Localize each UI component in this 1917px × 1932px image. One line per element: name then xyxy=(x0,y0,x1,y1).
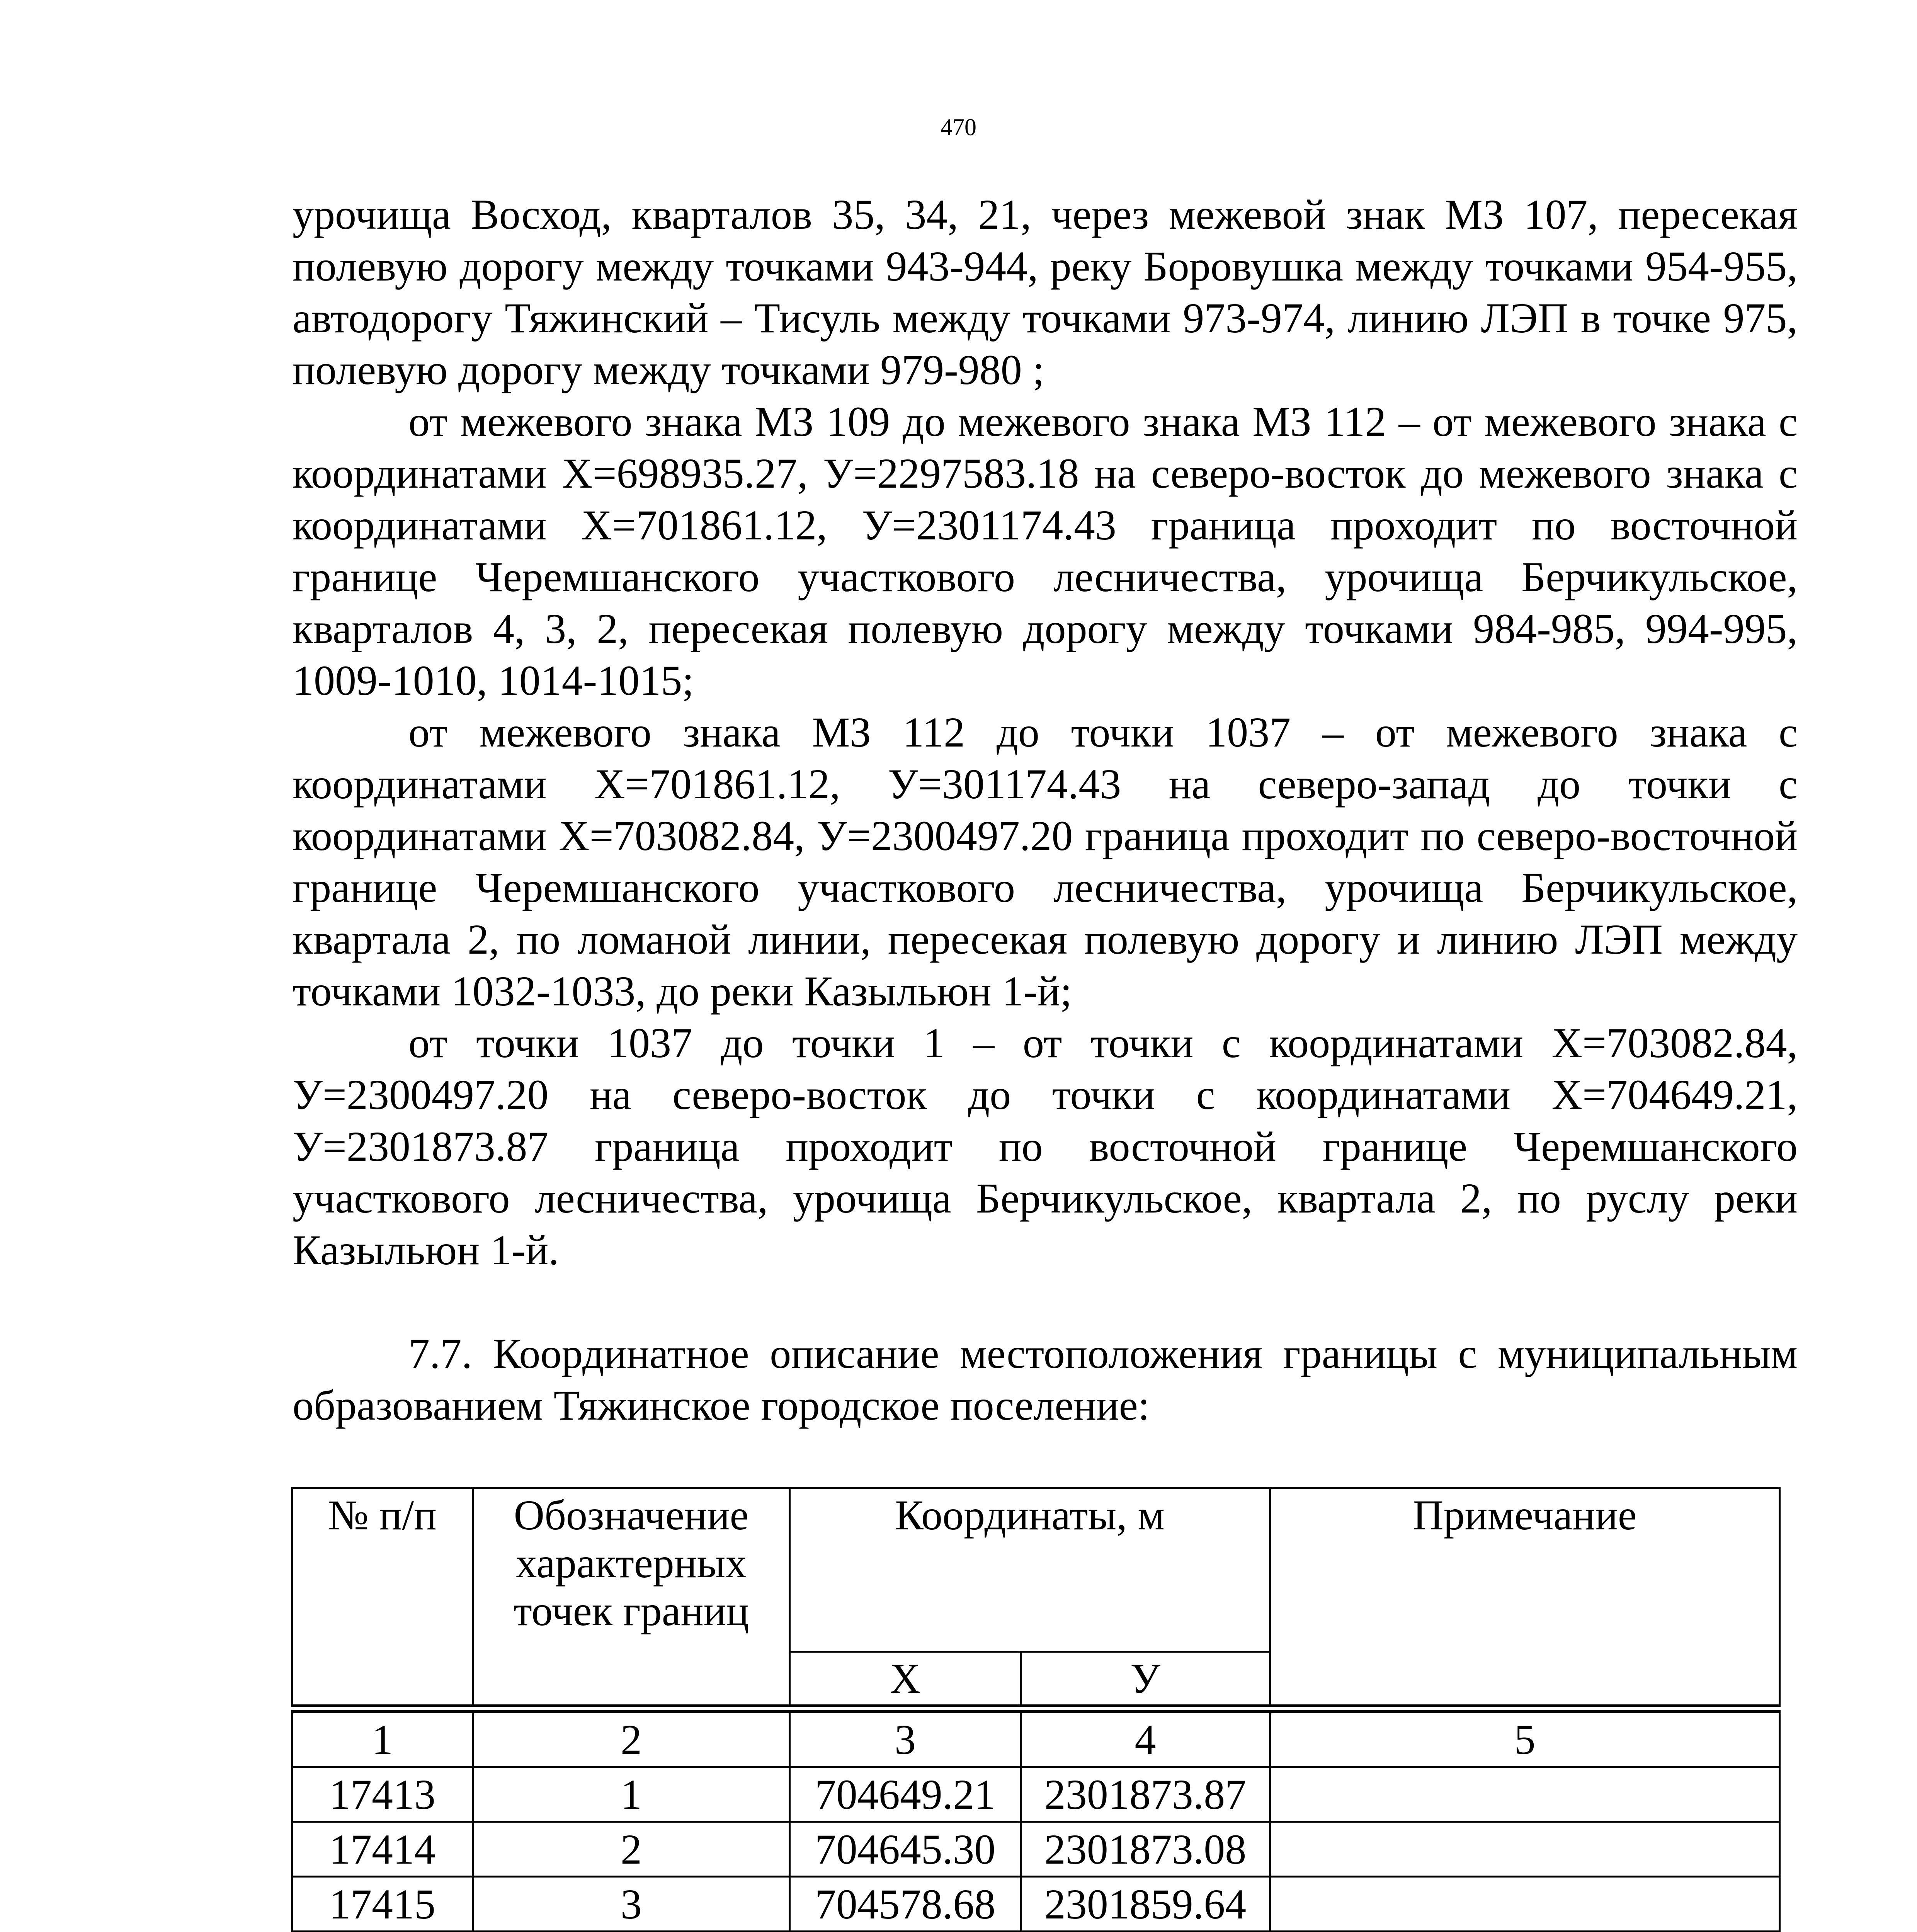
cell-num: 17415 xyxy=(292,1877,473,1932)
cell-num: 17414 xyxy=(292,1822,473,1877)
header-y: У xyxy=(1021,1652,1270,1709)
cell-point: 3 xyxy=(473,1877,790,1932)
cell-y: 2301859.64 xyxy=(1021,1877,1270,1932)
column-number: 1 xyxy=(292,1709,473,1767)
cell-y: 2301873.87 xyxy=(1021,1767,1270,1822)
header-note: Примечание xyxy=(1270,1488,1780,1709)
header-coordinates: Координаты, м xyxy=(790,1488,1270,1652)
cell-x: 704578.68 xyxy=(790,1877,1021,1932)
header-x: Х xyxy=(790,1652,1021,1709)
cell-note xyxy=(1270,1877,1780,1932)
cell-num: 17413 xyxy=(292,1767,473,1822)
column-number: 3 xyxy=(790,1709,1021,1767)
paragraph: от межевого знака МЗ 109 до межевого знака МЗ 112 – от межевого знака с координатами Х=698935.27, У=2297583.18 на северо-восток до межевого знака с координатами Х=701861.12, У=2301174.43 граница проходит по восточной границе Черемшанского участкового лесничества, урочища Берчикульское, кварталов 4, 3, 2, пересекая полевую дорогу между точками 984-985, 994-995, 1009-1010, 1014-1015; xyxy=(293,398,1798,704)
table-row xyxy=(292,1877,1780,1932)
table-row xyxy=(292,1822,1780,1877)
paragraph: урочища Восход, кварталов 35, 34, 21, через межевой знак МЗ 107, пересекая полевую дорогу между точками 943-944, реку Боровушка между точками 954-955, автодорогу Тяжинский – Тисуль между точками 973-974, линию ЛЭП в точке 975, полевую дорогу между точками 979-980 ; xyxy=(293,191,1798,393)
column-numbers-row xyxy=(292,1709,1780,1767)
cell-point: 2 xyxy=(473,1822,790,1877)
column-number: 2 xyxy=(473,1709,790,1767)
cell-x: 704649.21 xyxy=(790,1767,1021,1822)
table-row xyxy=(292,1767,1780,1822)
cell-note xyxy=(1270,1767,1780,1822)
header-num: № п/п xyxy=(292,1488,473,1709)
body-text xyxy=(293,189,1798,1431)
page-number: 470 xyxy=(941,114,976,141)
coordinates-table xyxy=(291,1487,1781,1932)
cell-y: 2301873.08 xyxy=(1021,1822,1270,1877)
section-heading: 7.7. Координатное описание местоположения границы с муниципальным образованием Тяжинское городское поселение: xyxy=(293,1330,1798,1429)
cell-x: 704645.30 xyxy=(790,1822,1021,1877)
cell-point: 1 xyxy=(473,1767,790,1822)
paragraph: от точки 1037 до точки 1 – от точки с координатами Х=703082.84, У=2300497.20 на северо-восток до точки с координатами Х=704649.21, У=2301873.87 граница проходит по восточной границе Черемшанского участкового лесничества, урочища Берчикульское, квартала 2, по руслу реки Казыльюн 1-й. xyxy=(293,1019,1798,1274)
column-number: 4 xyxy=(1021,1709,1270,1767)
cell-note xyxy=(1270,1822,1780,1877)
column-number: 5 xyxy=(1270,1709,1780,1767)
paragraph: от межевого знака МЗ 112 до точки 1037 – от межевого знака с координатами Х=701861.12, У=301174.43 на северо-запад до точки с координатами Х=703082.84, У=2300497.20 граница проходит по северо-восточной границе Черемшанского участкового лесничества, урочища Берчикульское, квартала 2, по ломаной линии, пересекая полевую дорогу и линию ЛЭП между точками 1032-1033, до реки Казыльюн 1-й; xyxy=(293,709,1798,1015)
header-designation: Обозначение характерных точек границ xyxy=(473,1488,790,1709)
